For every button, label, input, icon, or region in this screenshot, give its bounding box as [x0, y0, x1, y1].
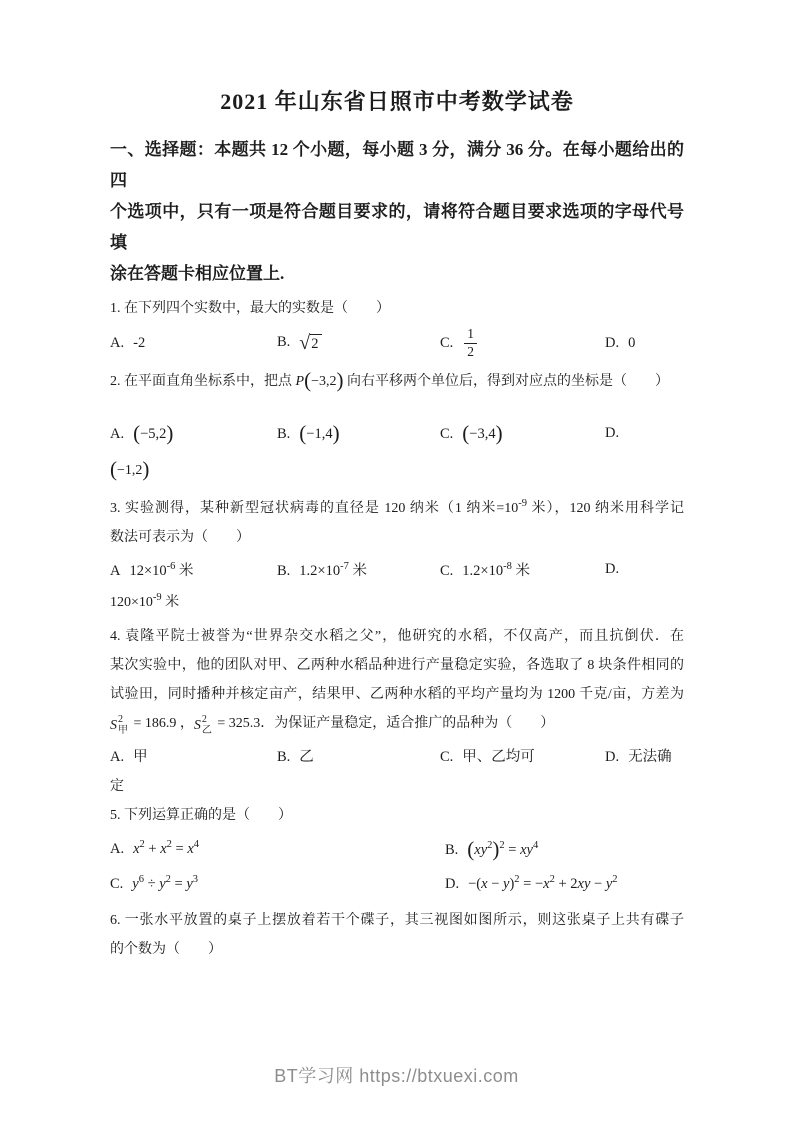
fraction-denominator: 2 — [467, 343, 475, 359]
big-paren: ( — [462, 421, 470, 446]
page-content — [110, 86, 684, 964]
question-line: 试验田，同时播种并核定亩产，结果甲、乙两种水稻的平均产量均为 1200 千克/亩，方差为 — [110, 686, 684, 702]
math-superscript: 2 — [549, 874, 555, 886]
option-a — [110, 876, 445, 893]
math-variable: x — [187, 841, 194, 858]
big-paren: ( — [304, 367, 312, 392]
sub-sup-stack — [202, 714, 212, 737]
question-line: 1. 在下列四个实数中，最大的实数是（ ） — [110, 301, 390, 316]
question-2 — [110, 367, 684, 485]
option-value: (−3,4) — [462, 421, 503, 446]
option-value: $(xy^2)^2 = xy^4$ — [467, 837, 539, 862]
option-a — [110, 335, 277, 352]
question-line: 2. 在平面直角坐标系中，把点 P(−3,2) 向右平移两个单位后，得到对应点的坐标是（ ） — [110, 367, 669, 392]
question-line: 4. 袁隆平院士被誉为“世界杂交水稻之父”，他研究的水稻，不仅高产，而且抗倒伏．在 — [110, 628, 684, 644]
option-c — [440, 559, 605, 580]
big-paren: ) — [142, 456, 150, 481]
question-5 — [110, 801, 684, 900]
math-superscript: 3 — [192, 874, 199, 886]
options-row — [110, 870, 684, 900]
options-row — [110, 325, 684, 362]
section-instructions — [110, 134, 684, 289]
option-b — [277, 559, 440, 580]
option-label: A. — [110, 841, 125, 858]
option-label: B. — [277, 563, 291, 580]
big-paren: ( — [133, 421, 141, 446]
math-superscript: 2 — [514, 874, 520, 886]
math-variable: y — [132, 876, 139, 893]
math-superscript: 4 — [193, 839, 200, 851]
math-variable: xy — [474, 842, 488, 859]
math-superscript: -7 — [340, 561, 349, 573]
fraction-numerator: 1 — [464, 327, 477, 344]
math-variable: y — [159, 876, 166, 893]
question-line: $120\times 10^{-9}$ 米 — [110, 591, 180, 610]
question-line: 定 — [110, 778, 124, 794]
math-variable: S — [193, 717, 201, 733]
question-line: S 2 甲 = 186.9 ， S 2 乙 = 325.3．为保证产量稳定，适合推广的品种为（ ） — [110, 709, 684, 740]
question-line: 的个数为（ ） — [110, 941, 222, 957]
big-paren: ) — [492, 837, 500, 862]
option-label: B. — [277, 749, 291, 766]
math-variable: y — [605, 876, 613, 893]
option-a — [110, 841, 445, 858]
math-variable: P — [295, 373, 305, 389]
math-fraction — [464, 327, 477, 360]
option-label: A. — [110, 749, 125, 766]
big-paren: ) — [336, 367, 344, 392]
math-variable: x — [481, 876, 488, 893]
math-superscript: 2 — [612, 874, 618, 886]
option-value: (−1,4) — [299, 421, 340, 446]
options-row — [110, 835, 684, 865]
option-value — [299, 331, 321, 354]
big-paren: ( — [110, 456, 117, 481]
option-a — [110, 559, 277, 580]
option-label: D. — [605, 561, 620, 578]
stack-subscript: 乙 — [201, 725, 212, 737]
math-superscript: -9 — [152, 591, 162, 603]
big-paren: ( — [299, 421, 307, 446]
option-label: C. — [440, 334, 454, 351]
option-c — [440, 325, 605, 362]
stack-superscript: 2 — [201, 713, 207, 725]
question-line: (−1,2) — [110, 456, 150, 481]
option-label: A — [110, 563, 121, 580]
option-b — [277, 331, 440, 354]
option-value: $1.2\times 10^{-7}$ 米 — [299, 561, 367, 580]
math-variable: xy — [520, 842, 533, 859]
option-value: $-(x - y)^2 = -x^2 + 2xy - y^2$ — [468, 874, 618, 893]
option-b — [277, 423, 440, 444]
radicand: 2 — [310, 334, 321, 353]
question-line: 数法可表示为（ ） — [110, 529, 250, 545]
question-3 — [110, 494, 684, 617]
question-line: 6. 一张水平放置的桌子上摆放着若干个碟子，其三视图如图所示，则这张桌子上共有碟子 — [110, 912, 684, 928]
option-c — [440, 423, 605, 444]
math-variable: x — [543, 876, 550, 893]
instructions-line-3: 涂在答题卡相应位置上. — [110, 264, 285, 283]
math-superscript: 2 — [487, 840, 493, 852]
footer-watermark-text: BT学习网 https://btxuexi.com — [274, 1066, 519, 1086]
option-label: D. — [605, 334, 620, 351]
math-superscript: 2 — [139, 839, 145, 851]
radical-sign-icon: √ — [299, 331, 311, 354]
math-superscript: 6 — [138, 874, 144, 886]
option-b — [445, 876, 684, 893]
option-d — [605, 335, 684, 352]
big-paren: ( — [467, 837, 475, 862]
option-d — [605, 745, 684, 766]
questions — [110, 294, 684, 964]
option-label: B. — [277, 426, 291, 443]
option-label: C. — [440, 749, 454, 766]
sub-sup-stack — [118, 714, 128, 737]
math-superscript: 2 — [166, 839, 172, 851]
option-label: C. — [110, 876, 124, 893]
footer — [0, 1062, 793, 1088]
option-d — [605, 561, 684, 578]
math-superscript: -9 — [518, 497, 528, 509]
option-value: 乙 — [299, 749, 314, 766]
math-superscript: 2 — [165, 874, 171, 886]
question-1 — [110, 294, 684, 362]
math-variable: y — [503, 876, 510, 893]
question-line: 3. 实验测得，某种新型冠状病毒的直径是 120 纳米（1 纳米$=10^{-9}$ 米），120 纳米用科学记 — [110, 497, 684, 516]
math-variable: x — [133, 841, 140, 858]
stack-superscript: 2 — [118, 713, 123, 725]
question-line: 5. 下列运算正确的是（ ） — [110, 807, 292, 823]
option-value: $y^6 \div y^2 = y^3$ — [132, 874, 199, 893]
big-paren: ) — [495, 421, 503, 446]
option-c — [440, 745, 605, 766]
option-label: C. — [440, 426, 454, 443]
math-superscript: 4 — [532, 840, 539, 852]
math-sqrt — [299, 331, 321, 354]
options-row — [110, 419, 684, 449]
page-title: 2021 年山东省日照市中考数学试卷 — [220, 89, 574, 114]
math-sub-sup — [110, 711, 130, 740]
option-label: D. — [605, 749, 620, 766]
option-value: (−5,2) — [133, 421, 174, 446]
option-label: A. — [110, 426, 125, 443]
instructions-line-2: 个选项中，只有一项是符合题目要求的，请将符合题目要求选项的字母代号填 — [110, 202, 684, 252]
instructions-line-1: 一、选择题：本题共 12 个小题，每小题 3 分，满分 36 分。在每小题给出的四 — [110, 140, 684, 190]
option-a — [110, 745, 277, 766]
option-b — [445, 839, 684, 860]
math-variable: x — [160, 841, 167, 858]
option-label: C. — [440, 563, 454, 580]
option-label: D. — [605, 425, 620, 442]
options-row — [110, 741, 684, 771]
option-label: A. — [110, 334, 125, 351]
math-superscript: -6 — [166, 561, 176, 573]
option-value: $12\times 10^{-6}$ 米 — [129, 561, 194, 580]
option-label: B. — [277, 333, 291, 350]
big-paren: ) — [332, 421, 340, 446]
option-value: 无法确 — [628, 749, 672, 766]
math-sub-sup — [194, 711, 214, 740]
math-variable: xy — [577, 876, 591, 893]
question-4 — [110, 622, 684, 801]
math-superscript: -8 — [503, 561, 512, 573]
option-value: 甲、乙均可 — [462, 749, 535, 766]
options-row — [110, 555, 684, 585]
option-d — [605, 425, 684, 442]
option-b — [277, 745, 440, 766]
math-superscript: 2 — [499, 840, 505, 852]
option-label: D. — [445, 876, 460, 893]
option-value: 甲 — [133, 749, 148, 766]
option-label: B. — [445, 842, 459, 859]
option-value: $x^2 + x^2 = x^4$ — [133, 839, 200, 858]
big-paren: ) — [166, 421, 174, 446]
option-value — [462, 326, 479, 359]
math-variable: y — [186, 876, 193, 893]
question-6 — [110, 906, 684, 964]
option-a — [110, 423, 277, 444]
stack-subscript: 甲 — [118, 725, 128, 737]
math-variable: S — [110, 717, 117, 733]
option-value: -2 — [133, 334, 146, 351]
question-line: 某次实验中，他的团队对甲、乙两种水稻品种进行产量稳定实验，各选取了 8 块条件相同的 — [110, 657, 684, 673]
option-value: 0 — [628, 334, 636, 351]
option-value: $1.2\times 10^{-8}$ 米 — [462, 561, 530, 580]
